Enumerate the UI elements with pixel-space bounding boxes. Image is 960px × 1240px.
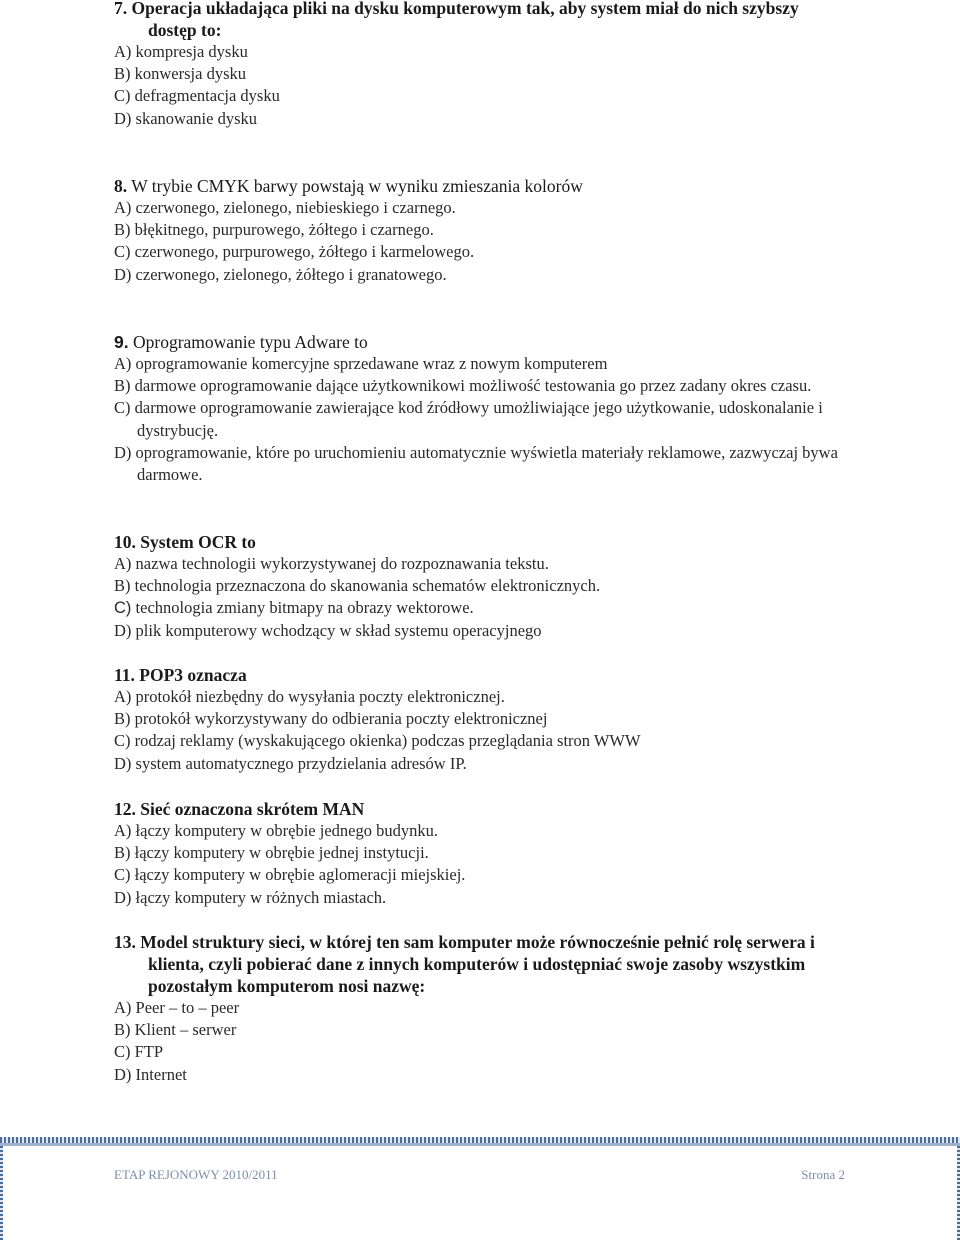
option-text: błękitnego, purpurowego, żółtego i czarnego. [134, 220, 434, 240]
footer-left-text: ETAP REJONOWY 2010/2011 [114, 1167, 278, 1182]
answer-option [114, 864, 844, 886]
answer-option [114, 597, 844, 619]
option-text: darmowe oprogramowanie dające użytkownikowi możliwość testowania go przez zadany okres czasu. [134, 376, 812, 396]
option-letter: A) [114, 554, 132, 573]
option-letter: B) [114, 576, 131, 596]
answer-option [114, 686, 844, 708]
option-text: defragmentacja dysku [134, 86, 280, 106]
answer-option [114, 842, 844, 864]
answer-option [114, 219, 844, 241]
option-text: Klient – serwer [134, 1020, 237, 1040]
option-text: czerwonego, zielonego, żółtego i granatowego. [135, 264, 447, 284]
option-text: Peer – to – peer [135, 998, 240, 1017]
option-text: Internet [135, 1064, 187, 1084]
answer-option [114, 753, 844, 775]
option-letter: D) [114, 753, 132, 773]
answer-option [114, 241, 844, 263]
answer-option [114, 63, 844, 85]
answer-option [114, 375, 844, 397]
option-text: technologia przeznaczona do skanowania schematów elektronicznych. [134, 576, 601, 596]
question-9 [114, 331, 844, 486]
question-text: W trybie CMYK barwy powstają w wyniku zmieszania kolorów [131, 176, 583, 196]
answer-option [114, 85, 844, 107]
option-letter: D) [114, 620, 132, 640]
question-number: 7. [114, 0, 128, 18]
option-letter: C) [114, 865, 131, 885]
answer-option [114, 442, 844, 486]
question-12 [114, 798, 844, 909]
option-text: łączy komputery w obrębie jednej instytucji. [134, 843, 429, 863]
option-letter: A) [114, 354, 132, 373]
option-text: łączy komputery w obrębie aglomeracji miejskiej. [134, 865, 466, 885]
answer-option [114, 1041, 844, 1063]
answer-option [114, 575, 844, 597]
option-text: darmowe oprogramowanie zawierające kod źródłowy umożliwiające jego użytkowanie, udoskonalanie i dystrybucję. [134, 398, 823, 440]
question-title [114, 0, 844, 41]
option-letter: A) [114, 687, 132, 706]
answer-option [114, 820, 844, 842]
question-text: Operacja układająca pliki na dysku komputerowym tak, aby system miał do nich szybszy dostęp to: [131, 0, 799, 40]
question-13 [114, 931, 844, 1086]
question-number: 9. [114, 332, 129, 352]
answer-option [114, 264, 844, 286]
question-text: Model struktury sieci, w której ten sam komputer może równocześnie pełnić rolę serwera i klienta, czyli pobierać dane z innych komputerów i udostępniać swoje zasoby wszystkim pozostałym komputerom nosi nazwę: [140, 932, 815, 996]
option-letter: C) [114, 731, 131, 751]
option-letter: D) [114, 1064, 132, 1084]
question-title [114, 175, 844, 197]
question-title [114, 931, 844, 997]
answer-option [114, 620, 844, 642]
option-text: protokół wykorzystywany do odbierania poczty elektronicznej [134, 709, 548, 729]
footer-border-left [0, 1146, 3, 1240]
option-text: czerwonego, zielonego, niebieskiego i czarnego. [135, 198, 456, 217]
option-text: łączy komputery w obrębie jednego budynku. [135, 821, 438, 840]
option-letter: B) [114, 1020, 131, 1040]
footer-border-line [0, 1143, 960, 1146]
answer-option [114, 41, 844, 63]
question-text: System OCR to [140, 532, 256, 552]
option-text: technologia zmiany bitmapy na obrazy wektorowe. [135, 598, 474, 618]
option-letter: C) [114, 242, 131, 262]
option-letter: B) [114, 220, 131, 240]
answer-option [114, 887, 844, 909]
question-number: 10. [114, 532, 136, 552]
option-text: FTP [134, 1042, 164, 1062]
option-text: czerwonego, purpurowego, żółtego i karmelowego. [134, 242, 475, 262]
question-10 [114, 531, 844, 642]
option-letter: D) [114, 442, 132, 462]
option-letter: D) [114, 264, 132, 284]
answer-option [114, 997, 844, 1019]
option-letter: C) [114, 599, 132, 618]
option-text: nazwa technologii wykorzystywanej do rozpoznawania tekstu. [135, 554, 549, 573]
option-letter: A) [114, 42, 132, 61]
option-text: oprogramowanie komercyjne sprzedawane wraz z nowym komputerem [135, 354, 608, 373]
option-text: łączy komputery w różnych miastach. [135, 887, 387, 907]
option-text: oprogramowanie, które po uruchomieniu automatycznie wyświetla materiały reklamowe, zazwyczaj bywa darmowe. [135, 442, 838, 485]
answer-option [114, 397, 844, 441]
question-8 [114, 175, 844, 286]
option-letter: B) [114, 843, 131, 863]
option-text: protokół niezbędny do wysyłania poczty elektronicznej. [135, 687, 505, 706]
question-title [114, 664, 844, 686]
question-11 [114, 664, 844, 775]
answer-option [114, 353, 844, 375]
option-text: skanowanie dysku [135, 108, 257, 128]
option-letter: D) [114, 108, 132, 128]
option-letter: C) [114, 86, 131, 106]
option-text: kompresja dysku [135, 42, 248, 61]
option-letter: C) [114, 398, 131, 418]
option-letter: A) [114, 998, 132, 1017]
question-number: 12. [114, 799, 136, 819]
option-text: system automatycznego przydzielania adresów IP. [135, 753, 467, 773]
question-7 [114, 0, 844, 130]
answer-option [114, 708, 844, 730]
answer-option [114, 197, 844, 219]
question-text: Oprogramowanie typu Adware to [132, 332, 368, 352]
question-text: Sieć oznaczona skrótem MAN [140, 799, 365, 819]
answer-option [114, 553, 844, 575]
option-letter: B) [114, 64, 131, 84]
question-number: 8. [114, 176, 128, 196]
option-text: rodzaj reklamy (wyskakującego okienka) podczas przeglądania stron WWW [134, 731, 641, 751]
footer-page-number: Strona 2 [801, 1167, 845, 1182]
answer-option [114, 730, 844, 752]
option-letter: B) [114, 376, 131, 396]
option-text: plik komputerowy wchodzący w skład systemu operacyjnego [135, 620, 542, 640]
option-letter: C) [114, 1042, 131, 1062]
question-number: 11. [114, 665, 135, 685]
question-title [114, 798, 844, 820]
question-title [114, 331, 844, 353]
option-letter: A) [114, 821, 132, 840]
option-letter: A) [114, 198, 132, 217]
question-text: POP3 oznacza [139, 665, 247, 685]
answer-option [114, 1064, 844, 1086]
option-letter: B) [114, 709, 131, 729]
answer-option [114, 1019, 844, 1041]
option-letter: D) [114, 887, 132, 907]
option-text: konwersja dysku [134, 64, 246, 84]
answer-option [114, 108, 844, 130]
question-number: 13. [114, 932, 136, 952]
question-title [114, 531, 844, 553]
